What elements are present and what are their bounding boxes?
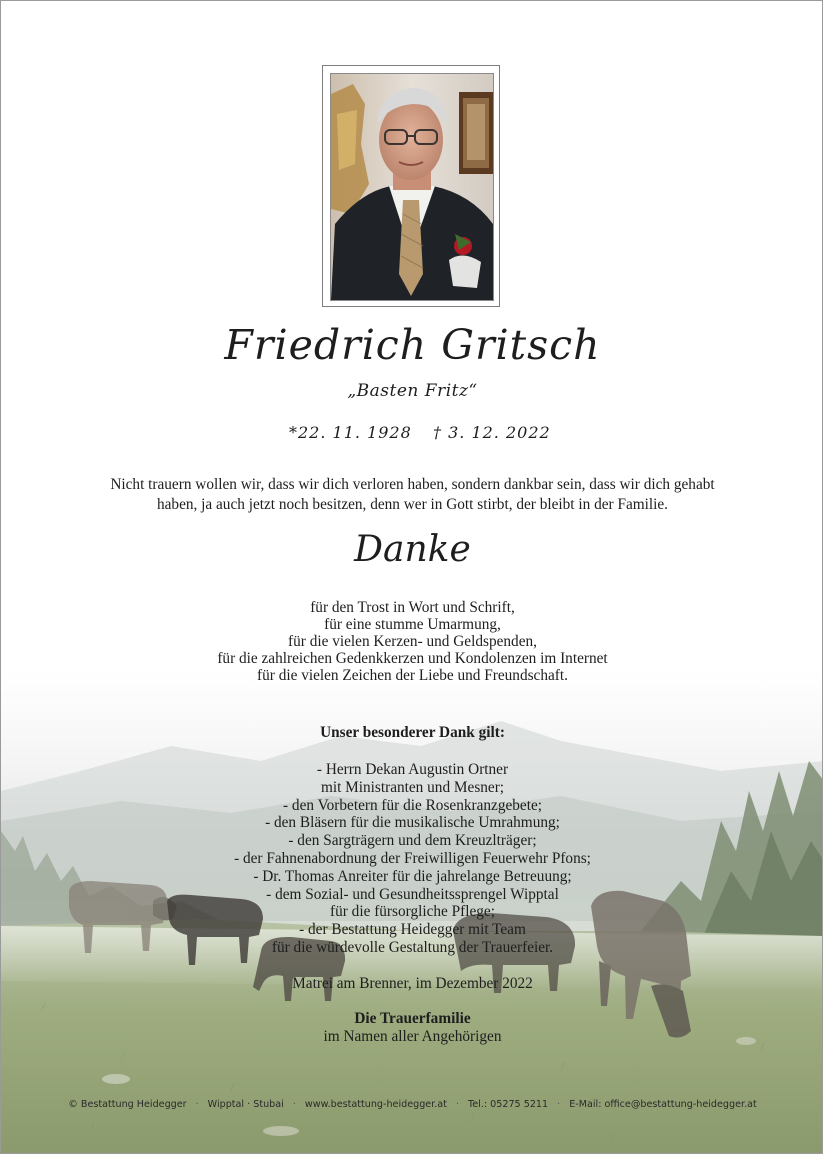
- family-subtitle: im Namen aller Angehörigen: [323, 1028, 502, 1045]
- memorial-verse: Nicht trauern wollen wir, dass wir dich verloren haben, sondern dankbar sein, dass wir dich gehabt haben, ja auch jetzt noch besitzen, denn wer in Gott stirbt, der bleibt in der Familie.: [110, 476, 715, 513]
- deceased-name: Friedrich Gritsch: [224, 321, 601, 369]
- death-date: † 3. 12. 2022: [433, 423, 551, 442]
- footer-region: Wipptal · Stubai: [207, 1099, 284, 1110]
- footer-website-link[interactable]: www.bestattung-heidegger.at: [304, 1099, 447, 1110]
- footer-separator: ·: [557, 1099, 561, 1110]
- special-thanks-line: - den Bläsern für die musikalische Umrahmung;: [265, 814, 560, 832]
- footer: [1, 1099, 823, 1110]
- portrait-frame: [322, 65, 500, 307]
- thanks-line: für den Trost in Wort und Schrift,: [310, 599, 515, 616]
- footer-phone: Tel.: 05275 5211: [468, 1099, 549, 1110]
- birth-date: *22. 11. 1928: [289, 423, 412, 442]
- footer-email-link[interactable]: E-Mail: office@bestattung-heidegger.at: [569, 1099, 757, 1110]
- nickname: „Basten Fritz“: [347, 381, 478, 401]
- portrait-photo: [330, 73, 494, 301]
- special-thanks-line: - Dr. Thomas Anreiter für die jahrelange Betreuung;: [253, 867, 572, 885]
- thanks-line: für eine stumme Umarmung,: [324, 616, 501, 633]
- footer-company: © Bestattung Heidegger: [68, 1099, 187, 1110]
- footer-separator: ·: [195, 1099, 199, 1110]
- special-thanks-heading: Unser besonderer Dank gilt:: [320, 724, 505, 741]
- thanks-line: für die zahlreichen Gedenkkerzen und Kondolenzen im Internet: [217, 650, 608, 667]
- special-thanks-list: [1, 761, 823, 957]
- special-thanks-line: für die würdevolle Gestaltung der Trauerfeier.: [271, 938, 554, 956]
- place-and-date: Matrei am Brenner, im Dezember 2022: [292, 975, 533, 992]
- thanks-list: [1, 599, 823, 684]
- special-thanks-line: - Herrn Dekan Augustin Ortner: [316, 761, 509, 778]
- special-thanks-line: für die fürsorgliche Pflege;: [330, 903, 495, 921]
- family-title: Die Trauerfamilie: [354, 1010, 471, 1027]
- special-thanks-line: - der Bestattung Heidegger mit Team: [299, 921, 526, 939]
- special-thanks-line: - den Vorbetern für die Rosenkranzgebete;: [283, 796, 542, 814]
- special-thanks-line: - der Fahnenabordnung der Freiwilligen Feuerwehr Pfons;: [234, 849, 591, 867]
- footer-separator: ·: [455, 1099, 460, 1110]
- thanks-line: für die vielen Zeichen der Liebe und Freundschaft.: [257, 667, 568, 684]
- special-thanks-line: mit Ministranten und Mesner;: [320, 778, 505, 796]
- special-thanks-line: - den Sargträgern und dem Kreuzlträger;: [288, 832, 537, 850]
- thanks-line: für die vielen Kerzen- und Geldspenden,: [288, 633, 537, 650]
- footer-separator: ·: [292, 1099, 296, 1110]
- danke-heading: Danke: [354, 529, 471, 570]
- special-thanks-line: - dem Sozial- und Gesundheitssprengel Wipptal: [266, 885, 559, 903]
